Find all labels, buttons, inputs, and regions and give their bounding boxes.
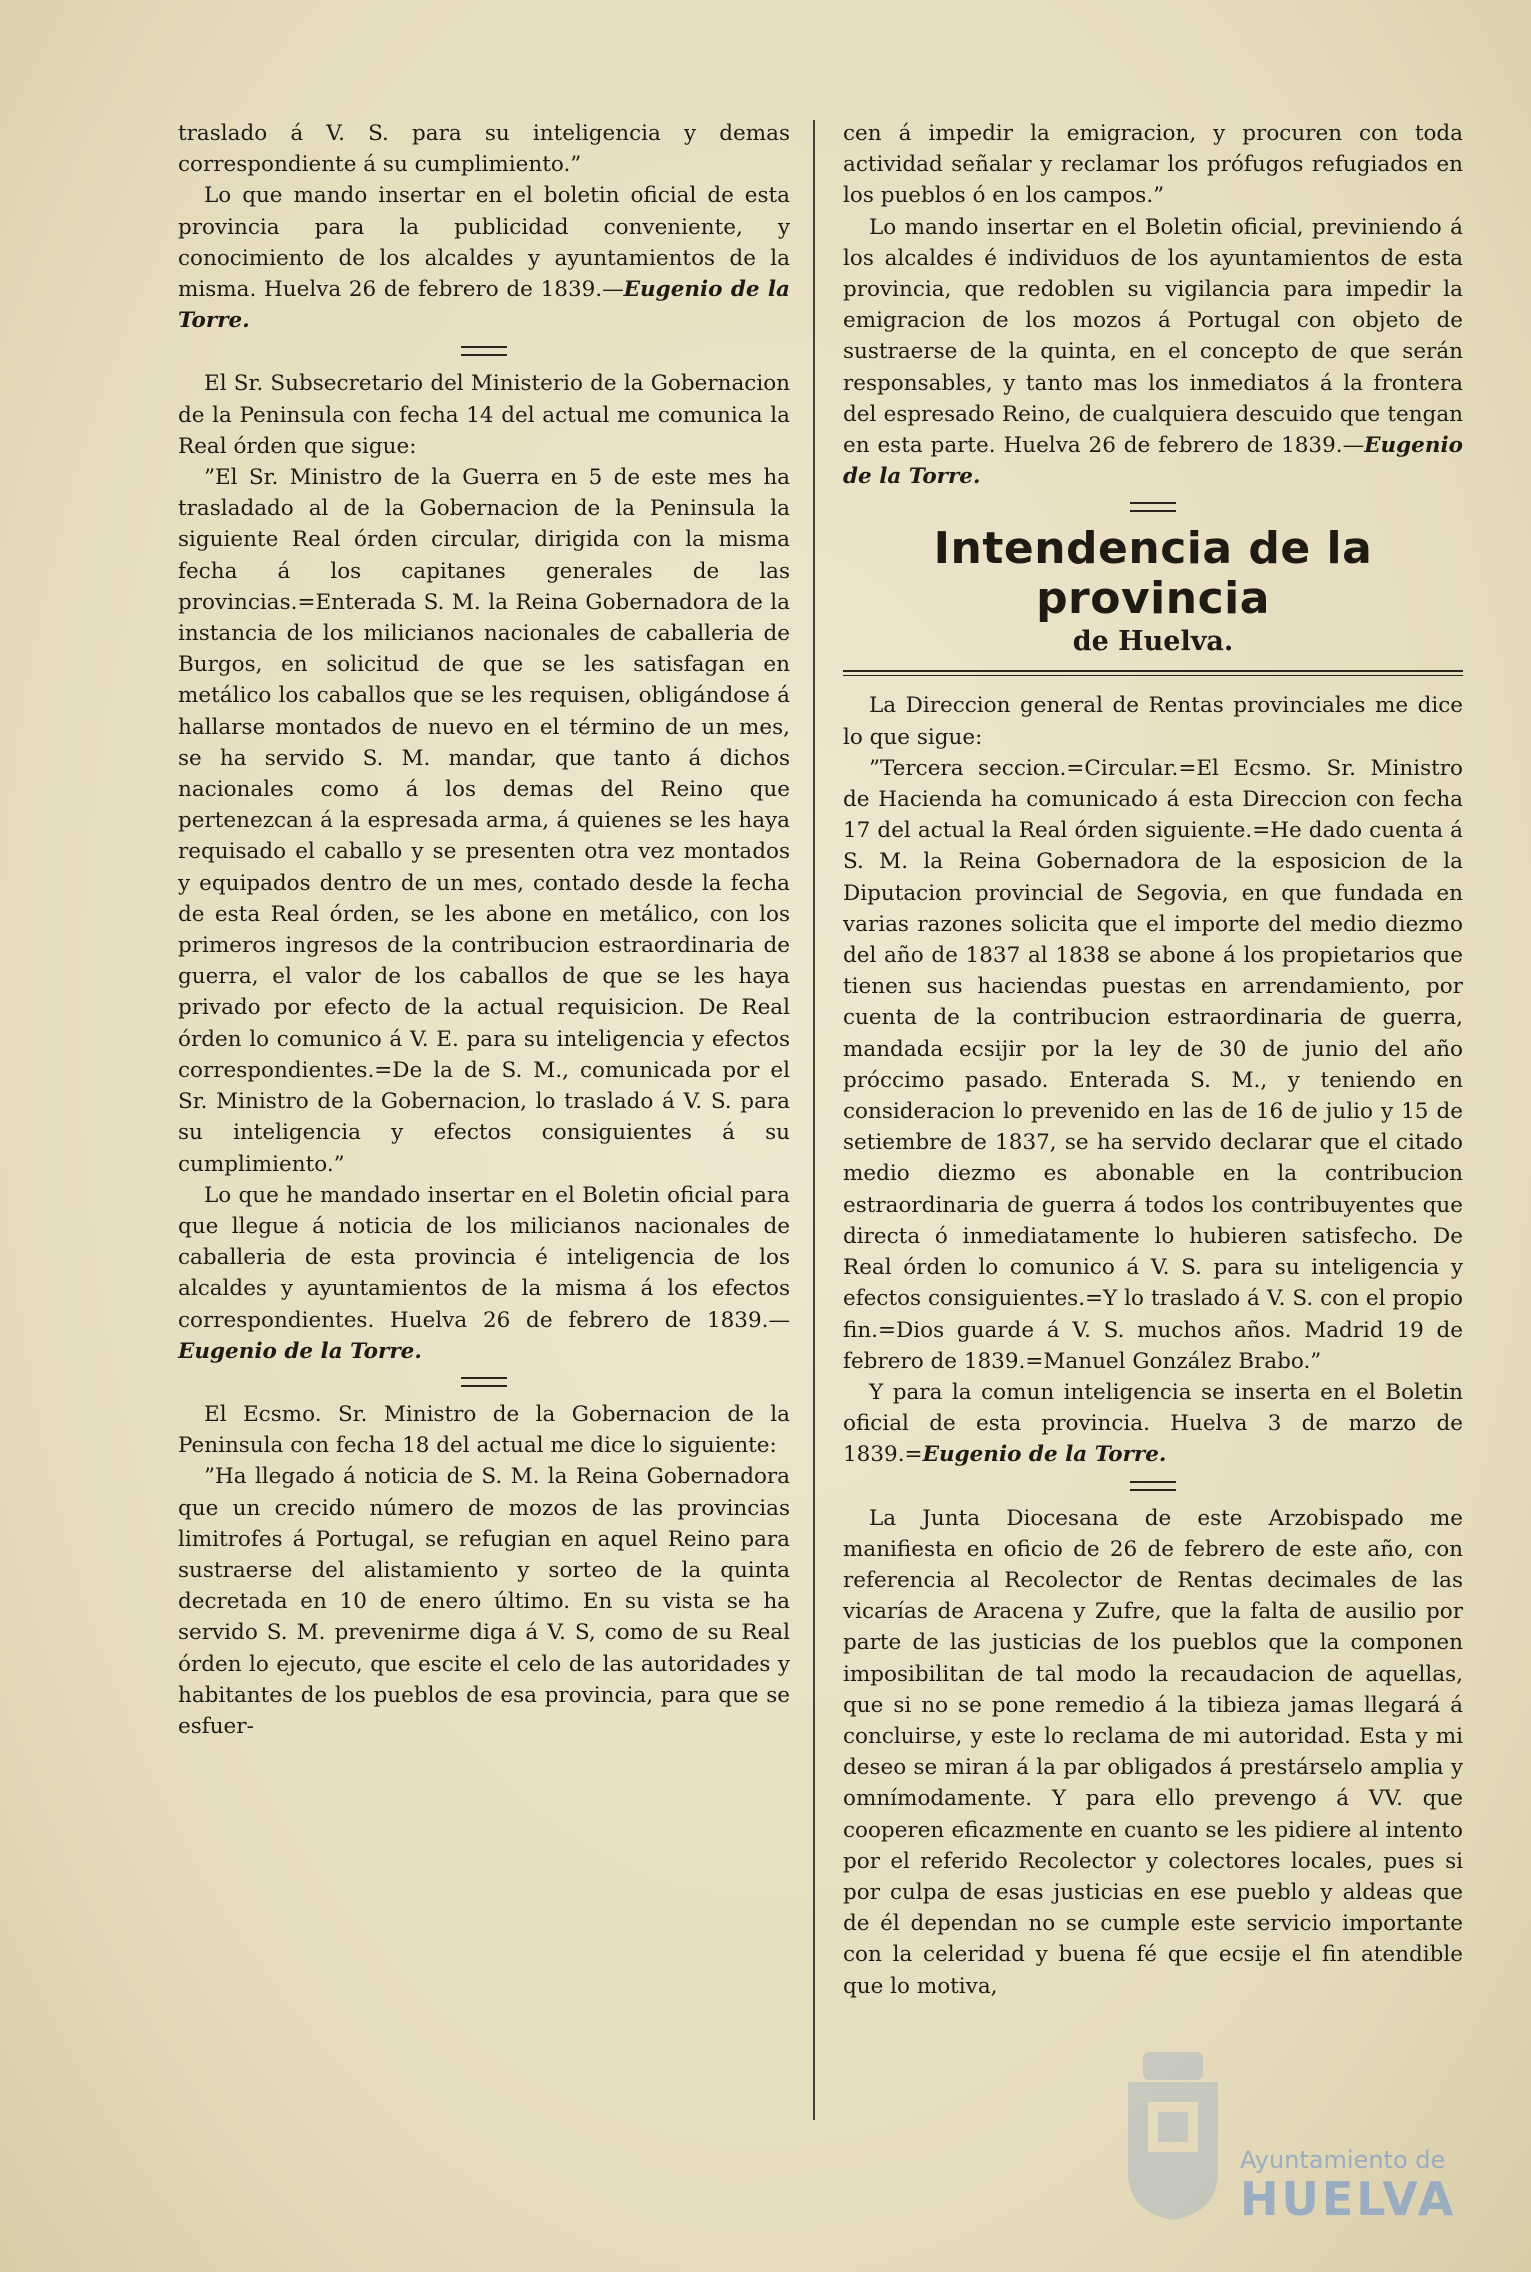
- signature: Eugenio de la Torre.: [178, 277, 790, 334]
- signature: Eugenio de la Torre.: [843, 433, 1463, 490]
- section-subheading: de Huelva.: [1072, 626, 1234, 658]
- column-divider: [813, 120, 815, 2120]
- right-column: [843, 118, 1463, 2002]
- watermark-line-2: HUELVA: [1240, 2172, 1457, 2226]
- section-separator: [461, 346, 507, 356]
- left-paragraph-4: ”El Sr. Ministro de la Guerra en 5 de este mes ha trasladado al de la Gobernacion de la Peninsula la siguiente Real órden circular, dirigida con la misma fecha á los capitanes generales de las provincias.=Enterada S. M. la Reina Gobernadora de la instancia de los milicianos nacionales de caballeria de Burgos, en solicitud de que se les satisfagan en metálico los caballos que se les requisen, obligándose á hallarse montados de nuevo en el término de un mes, se ha servido S. M. mandar, que tanto á dichos nacionales como á los demas del Reino que pertenezcan á la espresada arma, á quienes se les haya requisado el caballo y se presenten otra vez montados y equipados dentro de un mes, contado desde la fecha de esta Real órden, se les abone en metálico, con los primeros ingresos de la contribucion estraordinaria de guerra, el valor de los caballos de que se les haya privado por efecto de la actual requisicion. De Real órden lo comunico á V. E. para su inteligencia y efectos correspondientes.=De la de S. M., comunicada por el Sr. Ministro de la Gobernacion, lo traslado á V. S. para su inteligencia y efectos consiguientes á su cumplimiento.”: [178, 465, 790, 1177]
- right-paragraph-2: [843, 212, 1463, 493]
- section-separator: [1130, 502, 1176, 512]
- left-column: [178, 118, 790, 1742]
- right-paragraph-4: ”Tercera seccion.=Circular.=El Ecsmo. Sr. Ministro de Hacienda ha comunicado á esta Direccion con fecha 17 del actual la Real órden siguiente.=He dado cuenta á S. M. la Reina Gobernadora de la esposicion de la Diputacion provincial de Segovia, en que fundada en varias razones solicita que el importe del medio diezmo del año de 1837 al 1838 se abone á los propietarios que tienen sus haciendas puestas en arrendamiento, por cuenta de la contribucion estraordinaria de guerra, mandada ecsijir por la ley de 30 de junio del año próccimo pasado. Enterada S. M., y teniendo en consideracion lo prevenido en las de 16 de julio y 15 de setiembre de 1837, se ha servido declarar que el citado medio diezmo es abonable en la contribucion estraordinaria de guerra á todos los contribuyentes que directa ó inmediatamente lo hubieren satisfecho. De Real órden lo comunico á V. S. para su inteligencia y efectos consiguientes.=Y lo traslado á V. S. con el propio fin.=Dios guarde á V. S. muchos años. Madrid 19 de febrero de 1839.=Manuel González Brabo.”: [843, 755, 1463, 1374]
- right-paragraph-6: La Junta Diocesana de este Arzobispado me manifiesta en oficio de 26 de febrero de este año, con referencia al Recolector de Rentas decimales de las vicarías de Aracena y Zufre, que la falta de ausilio por parte de las justicias de los pueblos que la componen imposibilitan de tal modo la recaudacion de aquellas, que si no se pone remedio á la tibieza jamas llegará á concluirse, y este lo reclama de mi autoridad. Esta y mi deseo se miran á la par obligados á prestárselo amplia y omnímodamente. Y para ello prevengo á VV. que cooperen eficazmente en cuanto se les pidiere al intento por el referido Recolector y colectores locales, pues si por culpa de esas justicias en ese pueblo y aldeas que de él dependan no se cumple este servicio importante con la celeridad y buena fé que ecsije el fin atendible que lo motiva,: [843, 1505, 1463, 1999]
- left-paragraph-7: ”Ha llegado á noticia de S. M. la Reina Gobernadora que un crecido número de mozos de las provincias limitrofes á Portugal, se refugian en aquel Reino para sustraerse del alistamiento y sorteo de la quinta decretada en 10 de enero último. En su vista se ha servido S. M. prevenirme diga á V. S, como de su Real órden lo ejecuto, que escite el celo de las autoridades y habitantes de los pueblos de esa provincia, para que se esfuer-: [178, 1464, 790, 1739]
- watermark-text: [1240, 2145, 1457, 2226]
- signature: Eugenio de la Torre.: [178, 1338, 422, 1364]
- left-paragraph-3: El Sr. Subsecretario del Ministerio de la Gobernacion de la Peninsula con fecha 14 del actual me comunica la Real órden que sigue:: [178, 371, 790, 459]
- left-paragraph-2-text: Lo que mando insertar en el boletin oficial de esta provincia para la publicidad conveniente, y conocimiento de los alcaldes y ayuntamientos de la misma. Huelva 26 de febrero de 1839.—: [178, 183, 790, 303]
- left-paragraph-1: traslado á V. S. para su inteligencia y demas correspondiente á su cumplimiento.”: [178, 121, 790, 178]
- left-paragraph-6: El Ecsmo. Sr. Ministro de la Gobernacion de la Peninsula con fecha 18 del actual me dice lo siguiente:: [178, 1401, 790, 1459]
- section-separator: [1130, 1481, 1176, 1491]
- right-paragraph-5: [843, 1377, 1463, 1471]
- signature: Eugenio de la Torre.: [922, 1442, 1167, 1468]
- section-separator: [461, 1377, 507, 1387]
- left-paragraph-5-text: Lo que he mandado insertar en el Boletin oficial para que llegue á noticia de los milicianos nacionales de caballeria de esta provincia é inteligencia de los alcaldes y ayuntamientos de la misma á los efectos correspondientes. Huelva 26 de febrero de 1839.—: [178, 1182, 790, 1333]
- left-paragraph-2: [178, 180, 790, 336]
- heading-rule: [843, 670, 1463, 676]
- right-paragraph-5-text: Y para la comun inteligencia se inserta en el Boletin oficial de esta provincia. Huelva 3 de marzo de 1839.=: [843, 1379, 1463, 1468]
- right-paragraph-1: cen á impedir la emigracion, y procuren con toda actividad señalar y reclamar los prófugos refugiados en los pueblos ó en los campos.”: [843, 121, 1463, 209]
- coat-of-arms-watermark-icon: [1118, 2042, 1228, 2222]
- right-paragraph-3: La Direccion general de Rentas provinciales me dice lo que sigue:: [843, 693, 1463, 750]
- right-paragraph-2-text: Lo mando insertar en el Boletin oficial, previniendo á los alcaldes é individuos de los ayuntamientos de esta provincia, que redoblen su vigilancia para impedir la emigracion de los mozos á Portugal con objeto de sustraerse de la quinta, en el concepto de que serán responsables, y tanto mas los inmediatos á la frontera del espresado Reino, de cualquiera descuido que tengan en esta parte. Huelva 26 de febrero de 1839.—: [843, 214, 1463, 459]
- watermark-line-1: Ayuntamiento de: [1240, 2146, 1446, 2174]
- left-paragraph-5: [178, 1180, 790, 1367]
- section-heading: Intendencia de la provincia: [933, 523, 1373, 625]
